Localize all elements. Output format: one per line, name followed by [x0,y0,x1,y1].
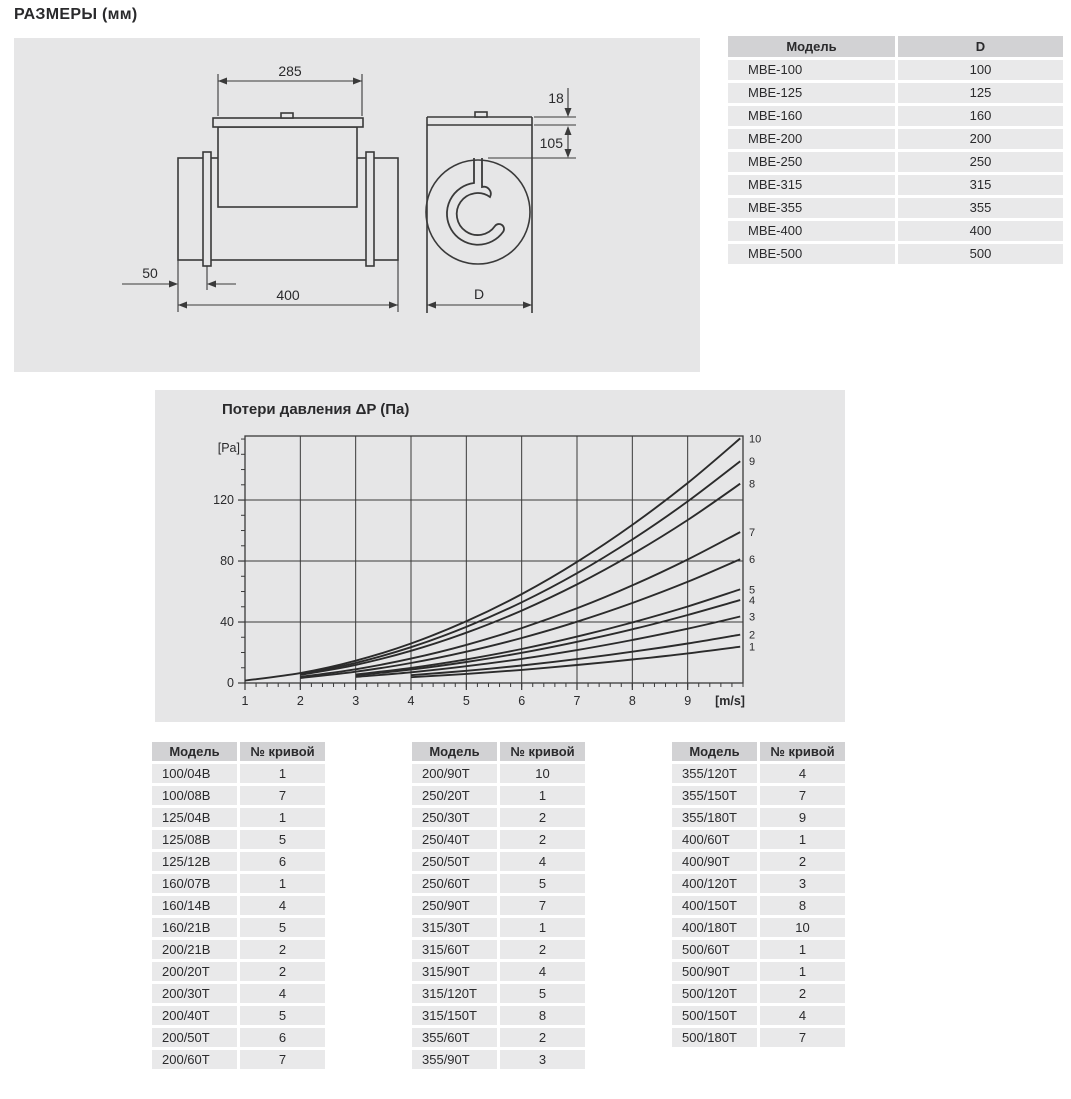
cell: 5 [240,1006,325,1025]
heating-element-glyph [447,158,504,245]
cell: 400/150Т [672,896,757,915]
cell: 315 [898,175,1063,195]
table-header-row [412,742,585,761]
table-row [672,940,845,959]
curve-table-1 [152,742,325,1072]
table-row [672,1028,845,1047]
table-row [672,808,845,827]
curve-table-2 [412,742,585,1072]
y-tick-label: 80 [220,554,234,569]
curve-label-2: 2 [749,629,756,642]
table-row [728,221,1063,241]
x-axis-unit: [m/s] [715,694,745,708]
y-axis-unit: [Pa] [217,441,240,455]
x-tick-label: 6 [518,694,526,708]
cell: 200/20Т [152,962,237,981]
cell: 315/120Т [412,984,497,1003]
table-row [412,962,585,981]
table-row [412,764,585,783]
column-header: Модель [728,36,895,57]
cell: 7 [240,1050,325,1069]
cell: 2 [500,808,585,827]
cell: 160/14В [152,896,237,915]
curve-table-3 [672,742,845,1050]
table-row [152,830,325,849]
dim-length-label: 400 [276,287,300,303]
cell: МВЕ-200 [728,129,895,149]
cell: 400/180Т [672,918,757,937]
cell: 6 [240,1028,325,1047]
cell: 160/21В [152,918,237,937]
cell: 5 [240,918,325,937]
cell: 4 [240,896,325,915]
y-tick-label: 120 [213,493,234,508]
x-tick-label: 2 [296,694,304,708]
column-header: Модель [672,742,757,761]
cell: 1 [760,830,845,849]
cell: 100 [898,60,1063,80]
dim-offset-label: 50 [142,265,158,281]
table-row [152,1006,325,1025]
column-header: Модель [412,742,497,761]
table-row [728,175,1063,195]
column-header: № кривой [760,742,845,761]
cell: 500/120Т [672,984,757,1003]
cell: 1 [500,918,585,937]
cell: 250/90Т [412,896,497,915]
cell: 4 [760,764,845,783]
table-row [412,984,585,1003]
table-row [672,874,845,893]
column-header: D [898,36,1063,57]
column-header: № кривой [500,742,585,761]
table-row [412,918,585,937]
curve-label-1: 1 [749,641,756,654]
side-view-drawing [178,113,398,266]
cell: 315/150Т [412,1006,497,1025]
page-title: РАЗМЕРЫ (мм) [14,6,138,23]
cell: 200/50Т [152,1028,237,1047]
dim-diameter-label: D [473,286,485,302]
table-row [728,60,1063,80]
curve-label-7: 7 [749,527,756,540]
cell: МВЕ-355 [728,198,895,218]
cell: 1 [240,764,325,783]
cell: 160/07В [152,874,237,893]
table-row [672,984,845,1003]
cell: 1 [240,808,325,827]
table-row [672,786,845,805]
table-row [152,1028,325,1047]
cell: 400/60Т [672,830,757,849]
table-row [412,874,585,893]
cell: 1 [500,786,585,805]
curve-2 [411,635,740,676]
cell: 7 [500,896,585,915]
dim-lid-height-label: 18 [548,90,564,106]
cell: 125/08В [152,830,237,849]
cell: 250/30Т [412,808,497,827]
table-row [152,962,325,981]
cell: 250/40Т [412,830,497,849]
cell: 315/90Т [412,962,497,981]
table-row [672,962,845,981]
cell: 2 [500,830,585,849]
cell: 4 [500,962,585,981]
front-view-drawing [426,112,532,313]
dim-box-width-label: 285 [278,63,302,79]
table-row [152,1050,325,1069]
cell: МВЕ-500 [728,244,895,264]
cell: 5 [500,984,585,1003]
cell: 3 [760,874,845,893]
chart-title: Потери давления ΔP (Па) [222,401,410,418]
chart-panel [155,390,845,722]
cell: 125/12В [152,852,237,871]
cell: 400 [898,221,1063,241]
cell: МВЕ-160 [728,106,895,126]
cell: 200/90Т [412,764,497,783]
cell: 100/08В [152,786,237,805]
cell: 100/04В [152,764,237,783]
curve-label-6: 6 [749,554,756,567]
cell: 315/30Т [412,918,497,937]
table-row [728,198,1063,218]
curve-label-8: 8 [749,478,756,491]
cell: 315/60Т [412,940,497,959]
cell: МВЕ-125 [728,83,895,103]
cell: 355/120Т [672,764,757,783]
cell: 5 [240,830,325,849]
curve-10 [245,438,740,680]
table-row [412,852,585,871]
table-row [412,940,585,959]
dimensions-panel [14,38,700,372]
cell: 9 [760,808,845,827]
cell: 125/04В [152,808,237,827]
cell: 7 [760,1028,845,1047]
table-row [152,874,325,893]
cell: 1 [240,874,325,893]
table-row [672,896,845,915]
cell: 200/60Т [152,1050,237,1069]
cell: 10 [760,918,845,937]
table-row [672,830,845,849]
cell: 250/20Т [412,786,497,805]
table-header-row [672,742,845,761]
table-row [412,896,585,915]
cell: 4 [240,984,325,1003]
cell: МВЕ-100 [728,60,895,80]
cell: 355/90Т [412,1050,497,1069]
table-row [412,830,585,849]
cell: 2 [760,852,845,871]
table-row [728,244,1063,264]
cell: 355/180Т [672,808,757,827]
cell: 125 [898,83,1063,103]
y-tick-label: 40 [220,615,234,630]
cell: 355/60Т [412,1028,497,1047]
cell: 10 [500,764,585,783]
table-row [412,808,585,827]
table-row [412,1006,585,1025]
cell: МВЕ-400 [728,221,895,241]
table-row [152,918,325,937]
cell: 500/180Т [672,1028,757,1047]
curve-label-5: 5 [749,584,756,597]
table-row [672,918,845,937]
cell: 500/90Т [672,962,757,981]
cell: МВЕ-250 [728,152,895,172]
table-row [728,83,1063,103]
x-tick-label: 7 [573,694,581,708]
cell: 200/40Т [152,1006,237,1025]
table-row [728,129,1063,149]
curve-label-9: 9 [749,456,756,469]
cell: 1 [760,940,845,959]
curve-label-3: 3 [749,611,756,624]
cell: 355/150Т [672,786,757,805]
curve-label-4: 4 [749,595,756,608]
table-row [672,1006,845,1025]
cell: 2 [760,984,845,1003]
x-tick-label: 3 [352,694,360,708]
curve-label-10: 10 [749,433,762,446]
cell: 6 [240,852,325,871]
cell: 200 [898,129,1063,149]
dim-box-depth-label: 105 [539,135,563,151]
dimensions-drawing [14,38,700,372]
pressure-loss-chart [155,390,845,722]
cell: 250 [898,152,1063,172]
cell: 7 [760,786,845,805]
cell: 400/120Т [672,874,757,893]
x-tick-label: 9 [684,694,692,708]
table-row [152,984,325,1003]
cell: 400/90Т [672,852,757,871]
table-row [412,1028,585,1047]
x-tick-label: 5 [462,694,470,708]
table-header-row [152,742,325,761]
cell: 500/60Т [672,940,757,959]
table-row [672,764,845,783]
model-diameter-table [728,36,1063,267]
cell: 4 [760,1006,845,1025]
cell: 7 [240,786,325,805]
table-row [152,852,325,871]
table-row [152,764,325,783]
table-row [152,896,325,915]
x-tick-label: 1 [241,694,249,708]
table-row [672,852,845,871]
table-row [412,786,585,805]
column-header: Модель [152,742,237,761]
x-tick-label: 4 [407,694,415,708]
cell: 2 [240,962,325,981]
cell: 4 [500,852,585,871]
cell: 160 [898,106,1063,126]
cell: 2 [500,1028,585,1047]
cell: 3 [500,1050,585,1069]
table-row [152,808,325,827]
cell: 2 [500,940,585,959]
cell: 200/30Т [152,984,237,1003]
table-row [728,152,1063,172]
cell: 200/21В [152,940,237,959]
table-row [152,940,325,959]
cell: 8 [500,1006,585,1025]
cell: 1 [760,962,845,981]
cell: 250/60Т [412,874,497,893]
curve-4 [356,600,741,675]
cell: 500 [898,244,1063,264]
cell: 8 [760,896,845,915]
table-row [728,106,1063,126]
cell: 5 [500,874,585,893]
table-header-row [728,36,1063,57]
x-tick-label: 8 [628,694,636,708]
cell: 2 [240,940,325,959]
y-tick-label: 0 [227,676,234,690]
table-row [152,786,325,805]
cell: МВЕ-315 [728,175,895,195]
cell: 250/50Т [412,852,497,871]
cell: 500/150Т [672,1006,757,1025]
table-row [412,1050,585,1069]
cell: 355 [898,198,1063,218]
column-header: № кривой [240,742,325,761]
